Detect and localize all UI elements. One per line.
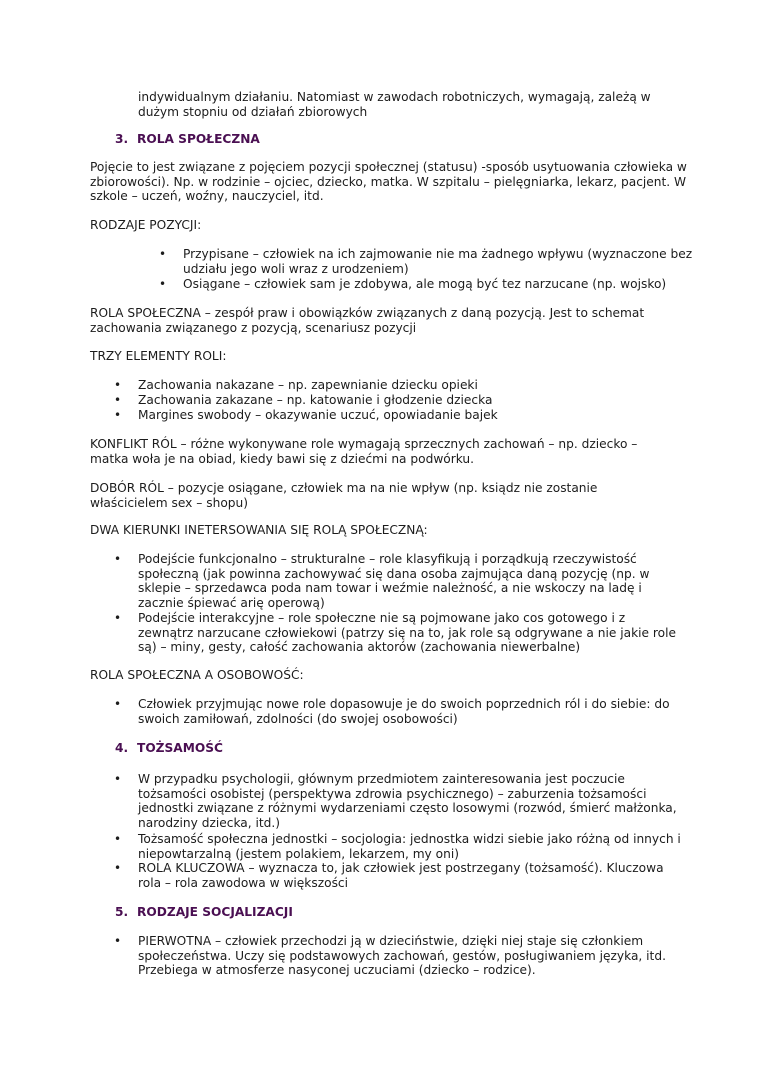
list-item: • Przypisane – człowiek na ich zajmowanie nie ma żadnego wpływu (wyznaczone bez udziału jego woli wraz z urodzeniem) — [159, 247, 693, 276]
bullet-icon: • — [114, 611, 122, 625]
bullet-icon: • — [114, 393, 122, 407]
trzy-label: TRZY ELEMENTY ROLI: — [90, 349, 227, 363]
list-item: • W przypadku psychologii, głównym przedmiotem zainteresowania jest poczucie tożsamości osobistej (perspektywa zdrowia psychicznego) – zaburzenia tożsamości jednostki związane z różnymi wydarzeniami często losowymi (rozwód, śmierć małżonka, narodziny dziecka, itd.) — [114, 772, 677, 830]
bullet-icon: • — [159, 247, 167, 261]
list-item: • Zachowania zakazane – np. katowanie i głodzenie dziecka — [114, 393, 493, 407]
section-3-number: 3. — [115, 132, 129, 146]
list-item: • Zachowania nakazane – np. zapewnianie dziecku opieki — [114, 378, 478, 392]
osobowosc-label: ROLA SPOŁECZNA A OSOBOWOŚĆ: — [90, 668, 304, 682]
bullet-icon: • — [114, 378, 122, 392]
section-4-title: TOŻSAMOŚĆ — [137, 741, 223, 755]
section-5-title: RODZAJE SOCJALIZACJI — [137, 905, 293, 919]
bullet-icon: • — [114, 697, 122, 711]
dwa-label: DWA KIERUNKI INETERSOWANIA SIĘ ROLĄ SPOŁECZNĄ: — [90, 523, 428, 537]
section-3-heading — [115, 132, 260, 147]
konflikt-paragraph: KONFLIKT RÓL – różne wykonywane role wymagają sprzecznych zachowań – np. dziecko – matka woła je na obiad, kiedy bawi się z dziećmi na podwórku. — [90, 437, 638, 466]
pojecie-paragraph: Pojęcie to jest związane z pojęciem pozycji społecznej (statusu) -sposób usytuowania człowieka w zbiorowości). Np. w rodzinie – ojciec, dziecko, matka. W szpitalu – pielęgniarka, lekarz, pacjent. W szkole – uczeń, woźny, nauczyciel, itd. — [90, 160, 687, 204]
bullet-icon: • — [114, 832, 122, 846]
list-item: • Człowiek przyjmując nowe role dopasowuje je do swoich poprzednich ról i do siebie: do swoich zamiłowań, zdolności (do swojej osobowości) — [114, 697, 670, 726]
bullet-icon: • — [114, 552, 122, 566]
section-5-number: 5. — [115, 905, 129, 919]
rodzaje-label: RODZAJE POZYCJI: — [90, 218, 202, 232]
list-item: • Podejście funkcjonalno – strukturalne – role klasyfikują i porządkują rzeczywistość społeczną (jak powinna zachowywać się dana osoba zajmująca daną pozycję (np. w sklepie – sprzedawca poda nam towar i weźmie należność, a nie wskoczy na ladę i zacznie śpiewać arię operową) — [114, 552, 650, 610]
section-4-heading — [115, 741, 223, 756]
rola-paragraph: ROLA SPOŁECZNA – zespół praw i obowiązków związanych z daną pozycją. Jest to schemat zachowania związanego z pozycją, scenariusz pozycji — [90, 306, 645, 335]
dobor-paragraph: DOBÓR RÓL – pozycje osiągane, człowiek ma na nie wpływ (np. ksiądz nie zostanie właścicielem sex – shopu) — [90, 481, 598, 510]
list-item: • Margines swobody – okazywanie uczuć, opowiadanie bajek — [114, 408, 498, 422]
bullet-icon: • — [114, 772, 122, 786]
bullet-icon: • — [114, 408, 122, 422]
list-item: • Tożsamość społeczna jednostki – socjologia: jednostka widzi siebie jako różną od innych i niepowtarzalną (jestem polakiem, lekarzem, my oni) — [114, 832, 681, 861]
bullet-icon: • — [114, 861, 122, 875]
section-3-title: ROLA SPOŁECZNA — [137, 132, 260, 146]
list-item: • Podejście interakcyjne – role społeczne nie są pojmowane jako cos gotowego i z zewnątrz narzucane człowiekowi (patrzy się na to, jak role są odgrywane a nie jakie role są) – miny, gesty, całość zachowania aktorów (zachowania niewerbalne) — [114, 611, 676, 655]
list-item: • PIERWOTNA – człowiek przechodzi ją w dzieciństwie, dzięki niej staje się członkiem społeczeństwa. Uczy się podstawowych zachowań, gestów, posługiwaniem języka, itd. Przebiega w atmosferze nasyconej uczuciami (dziecko – rodzice). — [114, 934, 666, 978]
section-4-number: 4. — [115, 741, 129, 755]
intro-paragraph: indywidualnym działaniu. Natomiast w zawodach robotniczych, wymagają, zależą w dużym stopniu od działań zbiorowych — [138, 90, 651, 119]
bullet-icon: • — [114, 934, 122, 948]
list-item: • Osiągane – człowiek sam je zdobywa, ale mogą być tez narzucane (np. wojsko) — [159, 277, 667, 291]
section-5-heading — [115, 905, 293, 920]
bullet-icon: • — [159, 277, 167, 291]
list-item: • ROLA KLUCZOWA – wyznacza to, jak człowiek jest postrzegany (tożsamość). Kluczowa rola – rola zawodowa w większości — [114, 861, 664, 890]
